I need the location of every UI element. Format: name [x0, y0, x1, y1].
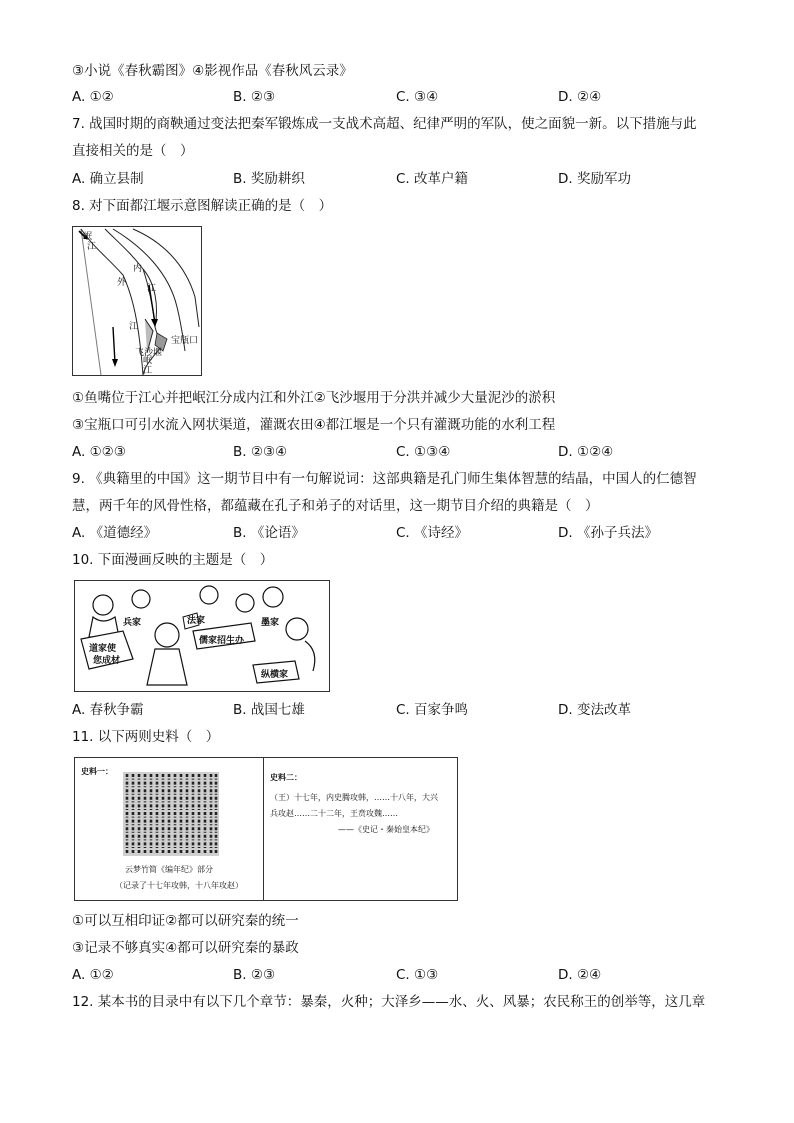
cartoon-figure	[74, 580, 330, 692]
material-two-text-line1: （王）十七年，内史腾攻韩，……十八年，大兴	[270, 793, 438, 802]
material-one-title: 史料一：	[81, 767, 113, 776]
q7-option-b[interactable]: B. 奖励耕织	[233, 171, 305, 187]
q9-stem-line2: 慧，两千年的风骨性格，都蕴藏在孔子和弟子的对话里，这一期节目介绍的典籍是（ ）	[72, 498, 599, 514]
q8-stem: 8. 对下面都江堰示意图解读正确的是（ ）	[72, 198, 333, 214]
map-label-baopingkou: 宝瓶口	[171, 336, 199, 346]
map-label-nei-jiang: 江	[147, 284, 157, 294]
q7-stem-line2: 直接相关的是（ ）	[72, 143, 194, 159]
q11-option-c[interactable]: C. ①③	[396, 967, 439, 983]
q6-option-b[interactable]: B. ②③	[233, 89, 276, 105]
q9-option-a[interactable]: A. 《道德经》	[72, 525, 158, 541]
map-label-nei: 内	[133, 264, 143, 274]
map-label-wai: 外	[117, 278, 127, 288]
cartoon-label-zongheng: 纵横家	[261, 670, 289, 680]
q10-options	[72, 700, 732, 720]
material-two-title: 史料二：	[270, 773, 302, 782]
map-label-feishayan: 飞沙堰	[135, 348, 163, 358]
dujiangyan-map	[72, 226, 202, 376]
q7-options	[72, 169, 732, 189]
material-two-text-line2: 兵攻赵……二十二年，王贲攻魏……	[270, 809, 398, 818]
q9-stem-line1: 9. 《典籍里的中国》这一期节目中有一句解说词：这部典籍是孔门师生集体智慧的结晶，中国人的仁德智	[72, 471, 697, 487]
cartoon-label-bingjia: 兵家	[123, 618, 142, 628]
map-label-jiang: 江	[87, 242, 97, 252]
q11-option-b[interactable]: B. ②③	[233, 967, 276, 983]
cartoon-label-daojia-line1: 道家使	[89, 644, 117, 654]
q11-option-d[interactable]: D. ②④	[558, 967, 602, 983]
q6-tail: ③小说《春秋霸图》④影视作品《春秋风云录》	[72, 63, 353, 79]
cartoon-label-mojia: 墨家	[261, 618, 280, 628]
q7-option-c[interactable]: C. 改革户籍	[396, 171, 469, 187]
q9-options	[72, 523, 732, 543]
q6-option-a[interactable]: A. ①②	[72, 89, 114, 105]
map-label-min: 岷	[83, 232, 93, 242]
material-one-caption-line2: （记录了十七年攻韩，十八年攻赵）	[115, 881, 243, 890]
q6-option-c[interactable]: C. ③④	[396, 89, 439, 105]
q6-option-d[interactable]: D. ②④	[558, 89, 602, 105]
q6-options	[72, 87, 732, 107]
material-two-panel	[264, 758, 457, 900]
q11-statement-line1: ①可以互相印证②都可以研究秦的统一	[72, 913, 299, 929]
q8-options	[72, 442, 732, 462]
q10-option-d[interactable]: D. 变法改革	[558, 702, 631, 718]
q8-option-c[interactable]: C. ①③④	[396, 444, 451, 460]
q10-option-b[interactable]: B. 战国七雄	[233, 702, 305, 718]
material-one-caption-line1: 云梦竹简《编年纪》部分	[125, 865, 213, 874]
q10-stem: 10. 下面漫画反映的主题是（ ）	[72, 552, 274, 568]
map-label-bottom-min: 岷	[143, 356, 153, 366]
q11-option-a[interactable]: A. ①②	[72, 967, 114, 983]
material-one-panel	[75, 758, 264, 900]
q8-option-a[interactable]: A. ①②③	[72, 444, 126, 460]
q8-statement-line1: ①鱼嘴位于江心并把岷江分成内江和外江②飞沙堰用于分洪并减少大量泥沙的淤积	[72, 390, 556, 406]
q7-option-d[interactable]: D. 奖励军功	[558, 171, 631, 187]
q8-statement-line2: ③宝瓶口可引水流入网状渠道，灌溉农田④都江堰是一个只有灌溉功能的水利工程	[72, 417, 556, 433]
historical-materials-figure	[74, 757, 458, 901]
material-two-source: ——《史记・秦始皇本纪》	[338, 825, 434, 834]
q7-stem-line1: 7. 战国时期的商鞅通过变法把秦军锻炼成一支战术高超、纪律严明的军队，使之面貌一新。以下措施与此	[72, 116, 697, 132]
q11-options	[72, 965, 732, 985]
q11-statement-line2: ③记录不够真实④都可以研究秦的暴政	[72, 940, 299, 956]
q7-option-a[interactable]: A. 确立县制	[72, 171, 144, 187]
cartoon-label-daojia-line2: 您成材	[93, 656, 121, 666]
q12-stem-line1: 12. 某本书的目录中有以下几个章节：暴秦，火种；大泽乡——水、火、风暴；农民称王的创举等，这几章	[72, 994, 706, 1010]
q8-option-d[interactable]: D. ①②④	[558, 444, 614, 460]
q8-option-b[interactable]: B. ②③④	[233, 444, 288, 460]
cartoon-label-rujia: 儒家招生办	[199, 636, 245, 646]
q9-option-d[interactable]: D. 《孙子兵法》	[558, 525, 658, 541]
q10-option-c[interactable]: C. 百家争鸣	[396, 702, 469, 718]
q9-option-c[interactable]: C. 《诗经》	[396, 525, 469, 541]
q9-option-b[interactable]: B. 《论语》	[233, 525, 305, 541]
map-label-wai-jiang: 江	[129, 322, 139, 332]
q11-stem: 11. 以下两则史料（ ）	[72, 729, 220, 745]
map-label-bottom-jiang: 江	[143, 366, 153, 376]
q10-option-a[interactable]: A. 春秋争霸	[72, 702, 144, 718]
bamboo-slips-image	[75, 758, 263, 900]
cartoon-label-fajia: 法家	[187, 616, 206, 626]
